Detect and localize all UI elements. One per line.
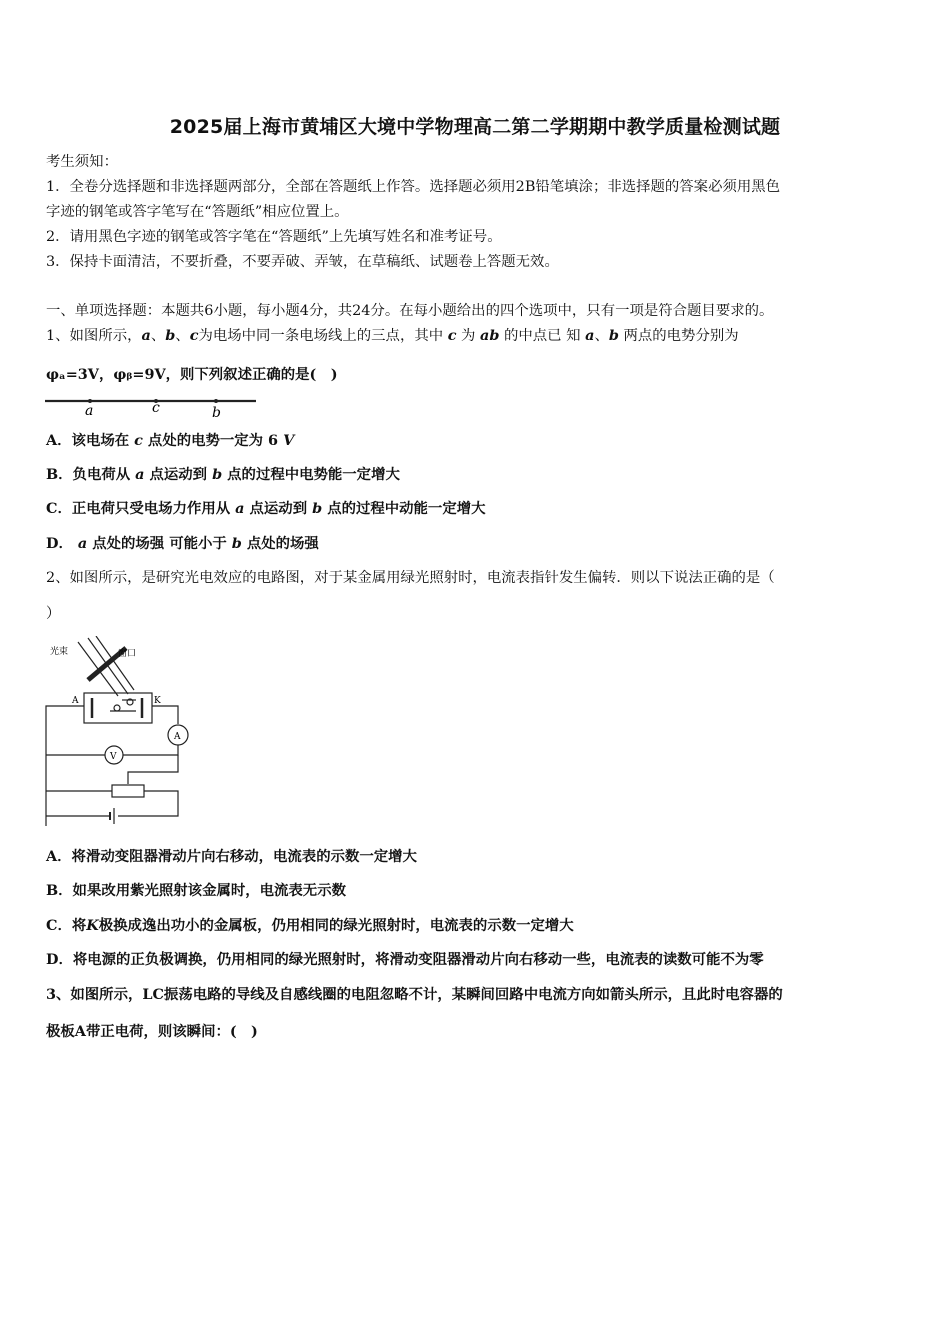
q1-stem-line2: φₐ=3V，φᵦ=9V，则下列叙述正确的是( )	[46, 366, 338, 383]
label-ammeter: A	[174, 732, 181, 742]
q1-option-c	[46, 499, 486, 519]
q1-ab: ab	[480, 327, 500, 344]
label-a: a	[85, 403, 94, 419]
label-voltmeter: V	[110, 752, 117, 762]
q1-sep1: 、	[150, 328, 166, 344]
light-ray-3	[96, 636, 137, 690]
q3-stem-line1: 3、如图所示，LC振荡电路的导线及自感线圈的电阻忽略不计，某瞬间回路中电流方向如箭头所示，且此时电容器的	[46, 986, 783, 1003]
wire-left	[46, 706, 84, 826]
q1-sep2: 、	[175, 328, 190, 344]
q1-optD-a: a	[77, 535, 88, 552]
q2-stem-line1: 2、如图所示，是研究光电效应的电路图，对于某金属用绿光照射时，电流表指针发生偏转．则以下说法正确的是（	[46, 570, 775, 586]
q2-option-c	[46, 916, 574, 936]
q1-optD-b: b	[231, 535, 242, 552]
q1-optA-text2: 点处的电势一定为 6	[147, 432, 279, 449]
q1-optD-text3: 点处的场强	[246, 535, 319, 552]
label-b: b	[212, 405, 221, 421]
q2-stem-line2: ）	[46, 606, 61, 622]
q1-a2: a	[585, 327, 595, 344]
q1-optC-b: b	[312, 500, 323, 517]
q1-option-b	[46, 465, 400, 485]
q1-optC-text2: 点运动到	[249, 500, 308, 517]
q1-optC-text3: 点的过程中动能一定增大	[327, 500, 486, 517]
q1-b: b	[165, 327, 176, 344]
q1-t1: 1、如图所示，	[46, 328, 142, 344]
electron-1	[114, 705, 120, 711]
label-chuangkou: 窗口	[118, 649, 137, 659]
notice-item-1b: 字迹的钢笔或答字笔写在“答题纸”相应位置上。	[46, 204, 349, 220]
q2-optC-text1: C．将	[46, 917, 87, 934]
q1-sep3: 、	[594, 328, 609, 344]
q1-optD-text1: D．	[46, 535, 73, 552]
q1-c: c	[189, 327, 199, 344]
q2-option-a: A．将滑动变阻器滑动片向右移动，电流表的示数一定增大	[46, 848, 417, 865]
section-heading: 一、单项选择题：本题共6小题，每小题4分，共24分。在每小题给出的四个选项中，只有一项是符合题目要求的。	[46, 303, 774, 319]
q1-t3: 为	[461, 328, 476, 344]
q1-field-line-figure	[44, 392, 260, 422]
q1-optD-text2: 点处的场强 可能小于	[92, 535, 227, 552]
q1-optA-v: V	[283, 432, 295, 449]
q2-option-b: B．如果改用紫光照射该金属时，电流表无示数	[46, 882, 346, 899]
label-c: c	[152, 400, 160, 416]
q1-optB-text3: 点的过程中电势能一定增大	[227, 466, 400, 483]
q1-t2: 为电场中同一条电场线上的三点，其中	[198, 328, 444, 344]
q3-stem-line2: 极板A带正电荷，则该瞬间：( )	[46, 1023, 258, 1040]
notice-item-1a: 1．全卷分选择题和非选择题两部分，全部在答题纸上作答。选择题必须用2B铅笔填涂；非选择题的答案必须用黑色	[46, 179, 781, 195]
notice-item-2: 2．请用黑色字迹的钢笔或答字笔在“答题纸”上先填写姓名和准考证号。	[46, 229, 502, 245]
q1-c2: c	[447, 327, 457, 344]
q1-b2: b	[608, 327, 619, 344]
notice-heading: 考生须知：	[46, 154, 118, 170]
rheostat-icon	[112, 785, 144, 797]
q1-t4: 的中点已 知	[504, 328, 581, 344]
notice-item-3: 3．保持卡面清洁，不要折叠，不要弄破、弄皱，在草稿纸、试题卷上答题无效。	[46, 254, 559, 270]
label-plate-k: K	[154, 696, 161, 706]
wire-right	[152, 706, 178, 724]
page-title: 2025届上海市黄埔区大境中学物理高二第二学期期中教学质量检测试题	[169, 116, 781, 138]
q1-optB-a: a	[135, 466, 145, 483]
q1-optB-b: b	[212, 466, 223, 483]
q1-optA-text1: A．该电场在	[46, 432, 130, 449]
q1-optB-text2: 点运动到	[149, 466, 208, 483]
q1-optC-a: a	[235, 500, 245, 517]
q1-option-a	[46, 431, 294, 451]
q1-t5: 两点的电势分别为	[623, 328, 739, 344]
wire-slider	[128, 755, 178, 784]
label-guangshu: 光束	[50, 647, 69, 657]
q1-option-d	[46, 534, 319, 554]
point-b	[214, 399, 218, 403]
q1-optC-text1: C．正电荷只受电场力作用从	[46, 500, 231, 517]
wire-rheostat-right	[118, 791, 178, 816]
q2-optC-text2: 极换成逸出功小的金属板，仍用相同的绿光照射时，电流表的示数一定增大	[98, 917, 574, 934]
q1-stem-line1	[46, 326, 739, 346]
label-plate-a: A	[72, 696, 79, 706]
q2-optC-k: K	[86, 917, 99, 934]
q1-a: a	[141, 327, 151, 344]
q1-optB-text1: B．负电荷从	[46, 466, 131, 483]
q1-optA-c: c	[134, 432, 143, 449]
q2-photoelectric-circuit-figure	[44, 636, 194, 828]
q2-option-d: D．将电源的正负极调换，仍用相同的绿光照射时，将滑动变阻器滑动片向右移动一些，电流表的读数可能不为零	[46, 951, 764, 968]
